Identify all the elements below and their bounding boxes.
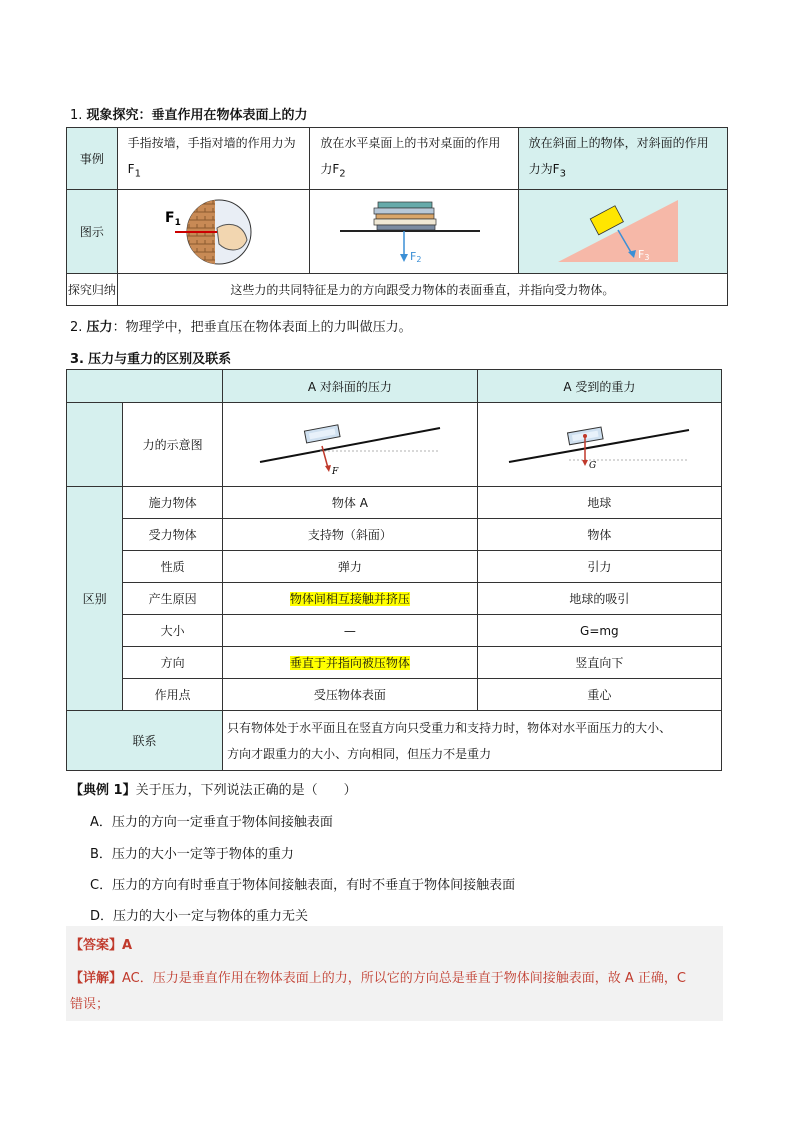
gravity-diagram — [499, 408, 699, 478]
book-table-figure — [334, 192, 494, 268]
force-f-label: F — [331, 467, 339, 477]
section1-title — [70, 104, 308, 123]
option-c: C．压力的方向有时垂直于物体间接触表面，有时不垂直于物体间接触表面 — [90, 878, 516, 893]
answer-box — [66, 926, 723, 1021]
fig3-force-label: F3 — [637, 248, 650, 262]
section3-title — [70, 348, 231, 367]
case2-text: 放在水平桌面上的书对桌面的作用力F — [320, 135, 501, 176]
case1-cell — [117, 128, 310, 190]
diagram-label: 力的示意图 — [123, 403, 223, 487]
row-label: 大小 — [123, 615, 223, 647]
pressure-diagram-cell — [223, 403, 478, 487]
finger-wall-figure — [153, 192, 273, 268]
detail-line-1: AC．压力是垂直作用在物体表面上的力，所以它的方向总是垂直于物体间接触表面，故 A 正确，C — [122, 971, 686, 986]
comparison-table — [66, 369, 722, 771]
link-line-1: 只有物体处于水平面且在竖直方向只受重力和支持力时，物体对水平面压力的大小、 — [227, 720, 672, 735]
force-g-label: G — [589, 461, 597, 471]
section2-heading: 压力 — [86, 320, 113, 335]
fig2-force-label: F2 — [409, 250, 422, 264]
row-example-label: 事例 — [67, 128, 118, 190]
case2-sub: 2 — [339, 168, 346, 180]
section1-heading: 现象探究：垂直作用在物体表面上的力 — [86, 108, 308, 123]
row-figure-label: 图示 — [67, 190, 118, 274]
case1-sub: 1 — [134, 168, 141, 180]
section1-number: 1. — [70, 108, 83, 123]
option-a: A．压力的方向一定垂直于物体间接触表面 — [90, 815, 333, 830]
col-pressure-header: A 对斜面的压力 — [223, 370, 478, 403]
detail-tag: 【详解】 — [70, 971, 123, 986]
pressure-value: — — [223, 615, 478, 647]
detail-block — [70, 966, 722, 1018]
row-label: 方向 — [123, 647, 223, 679]
link-label: 联系 — [67, 711, 223, 771]
case3-text: 放在斜面上的物体，对斜面的作用力为F — [528, 135, 709, 176]
gravity-value: 引力 — [477, 551, 721, 583]
gravity-value: 地球的吸引 — [477, 583, 721, 615]
section3-heading: 压力与重力的区别及联系 — [88, 352, 232, 367]
pressure-value: 物体 A — [223, 487, 478, 519]
phenomenon-table — [66, 127, 728, 306]
gravity-value: 物体 — [477, 519, 721, 551]
row-label: 施力物体 — [123, 487, 223, 519]
case3-sub: 3 — [559, 168, 566, 180]
col-gravity-header: A 受到的重力 — [477, 370, 721, 403]
question-text: 关于压力，下列说法正确的是（ ） — [135, 783, 357, 798]
highlight-direction: 垂直于并指向被压物体 — [289, 656, 410, 670]
pressure-value: 弹力 — [223, 551, 478, 583]
diff-label: 区别 — [67, 487, 123, 711]
case1-text: 手指按墙，手指对墙的作用力为F — [127, 135, 296, 176]
gravity-value: 地球 — [477, 487, 721, 519]
section2-line — [70, 316, 412, 335]
row-label: 受力物体 — [123, 519, 223, 551]
answer-value: A — [122, 938, 133, 953]
pressure-value: 支持物（斜面） — [223, 519, 478, 551]
pressure-value — [223, 583, 478, 615]
section2-number: 2. — [70, 320, 83, 335]
case2-cell — [310, 128, 518, 190]
link-text-cell — [223, 711, 722, 771]
answer-tag: 【答案】 — [70, 938, 123, 953]
option-b: B．压力的大小一定等于物体的重力 — [90, 847, 294, 862]
pressure-value: 受压物体表面 — [223, 679, 478, 711]
corner-cell — [67, 370, 223, 403]
example-tag: 【典例 1】 — [70, 783, 136, 798]
answer-line — [70, 934, 132, 953]
row-label: 产生原因 — [123, 583, 223, 615]
case3-cell — [518, 128, 727, 190]
pressure-diagram — [250, 408, 450, 478]
row-label: 性质 — [123, 551, 223, 583]
figure3-cell — [518, 190, 727, 274]
gravity-value: 竖直向下 — [477, 647, 721, 679]
row-label: 作用点 — [123, 679, 223, 711]
diagram-side-cell — [67, 403, 123, 487]
section2-text: ：物理学中，把垂直压在物体表面上的力叫做压力。 — [112, 320, 412, 335]
gravity-value: 重心 — [477, 679, 721, 711]
incline-figure — [548, 192, 698, 268]
row-summary-label: 探究归纳 — [67, 274, 118, 306]
highlight-cause: 物体间相互接触并挤压 — [289, 592, 410, 606]
detail-line-2: 错误； — [70, 997, 110, 1012]
gravity-value: G=mg — [477, 615, 721, 647]
example-question — [70, 779, 357, 798]
pressure-value — [223, 647, 478, 679]
option-d: D．压力的大小一定与物体的重力无关 — [90, 909, 309, 924]
link-line-2: 方向才跟重力的大小、方向相同，但压力不是重力 — [227, 746, 492, 761]
figure1-cell — [117, 190, 310, 274]
summary-cell: 这些力的共同特征是力的方向跟受力物体的表面垂直，并指向受力物体。 — [117, 274, 727, 306]
fig1-force-label: $F_1$ — [165, 210, 182, 228]
figure2-cell — [310, 190, 518, 274]
section3-number: 3. — [70, 352, 84, 367]
gravity-diagram-cell — [477, 403, 721, 487]
